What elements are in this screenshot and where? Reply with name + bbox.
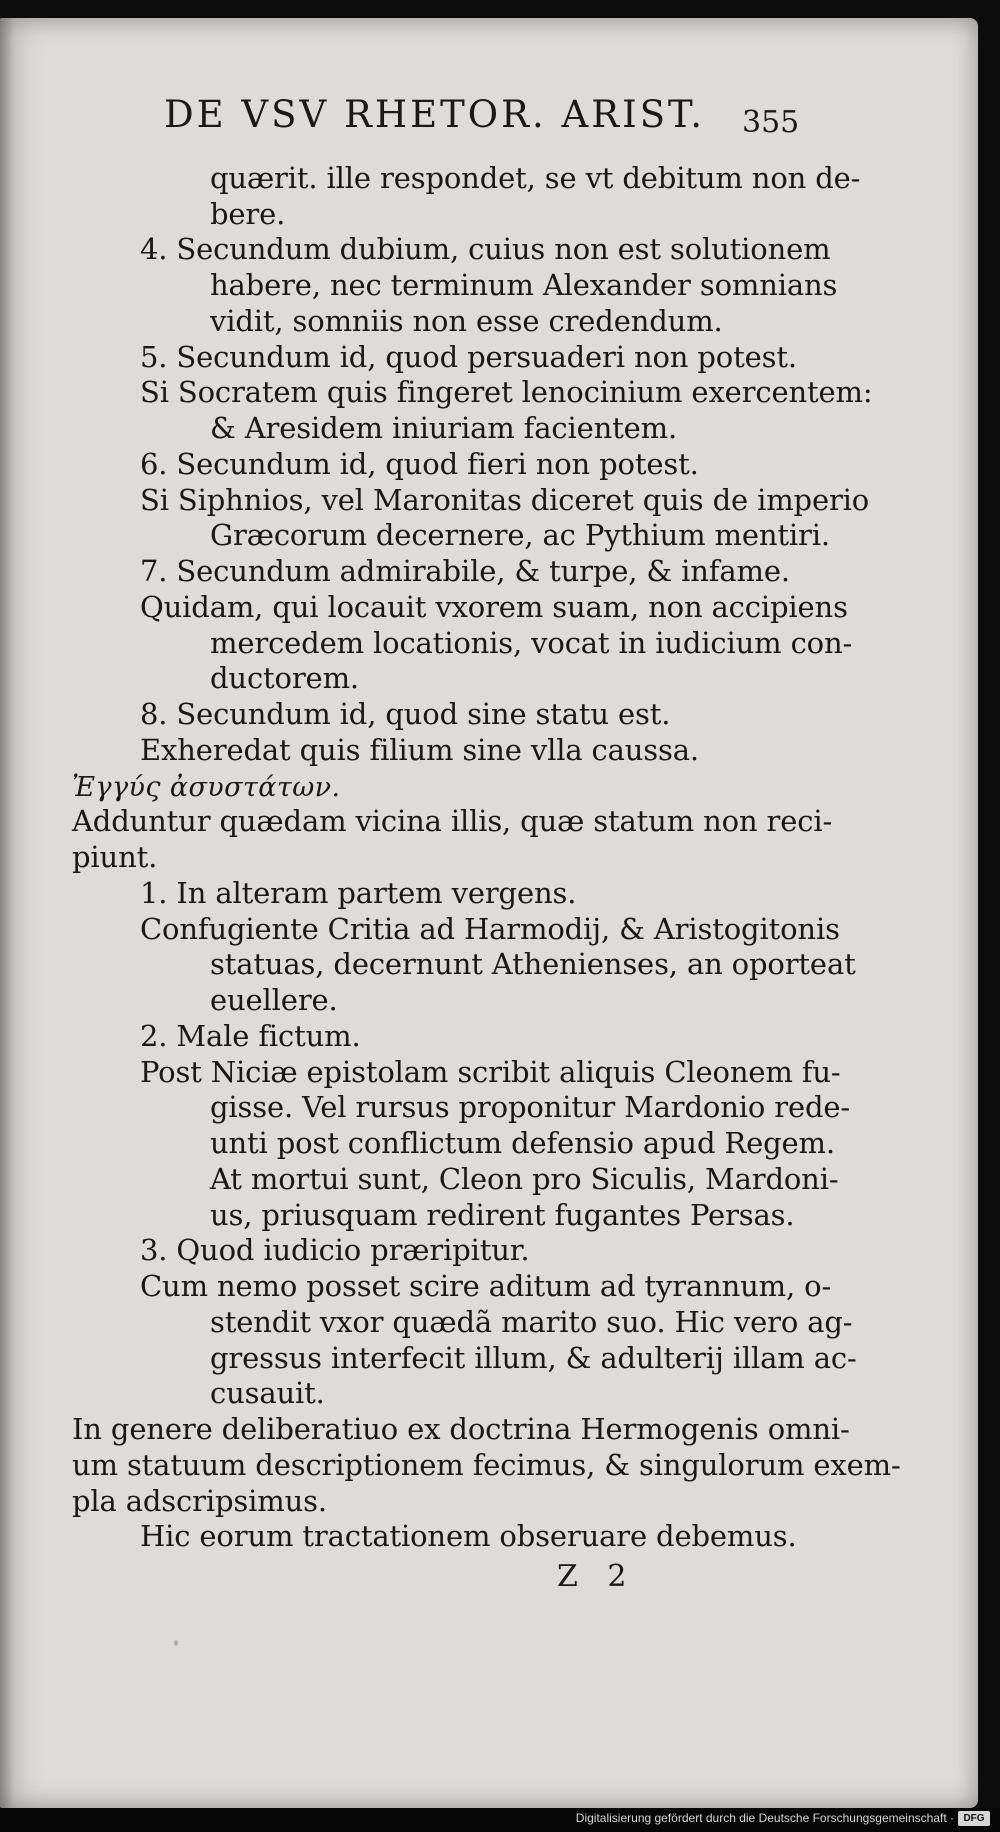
text-line: euellere. xyxy=(210,983,338,1017)
text-line: 5. Secundum id, quod persuaderi non potest. xyxy=(140,340,797,374)
text-line: 1. In alteram partem vergens. xyxy=(140,876,577,910)
text-line: & Aresidem iniuriam facientem. xyxy=(210,411,678,445)
footer-credit: Digitalisierung gefördert durch die Deutsche Forschungsgemeinschaft · xyxy=(575,1811,954,1825)
text-line: cusauit. xyxy=(210,1376,325,1410)
paper-stain xyxy=(174,1640,178,1646)
text-line: unti post conflictum defensio apud Regem. xyxy=(210,1126,835,1160)
text-line: Post Niciæ epistolam scribit aliquis Cleonem fu- xyxy=(140,1055,841,1089)
text-line: Cum nemo posset scire aditum ad tyrannum, o- xyxy=(140,1269,832,1303)
book-page xyxy=(0,18,978,1808)
text-line: 8. Secundum id, quod sine statu est. xyxy=(140,697,671,731)
text-line: At mortui sunt, Cleon pro Siculis, Mardoni- xyxy=(210,1162,839,1196)
text-line: pla adscripsimus. xyxy=(72,1484,327,1518)
text-line: mercedem locationis, vocat in iudicium con- xyxy=(210,626,853,660)
text-line: 3. Quod iudicio præripitur. xyxy=(140,1233,530,1267)
text-line: bere. xyxy=(210,197,286,231)
text-line: Exheredat quis filium sine vlla caussa. xyxy=(140,733,699,767)
text-line: us, priusquam redirent fugantes Persas. xyxy=(210,1198,795,1232)
text-line: Hic eorum tractationem obseruare debemus. xyxy=(140,1519,797,1553)
text-line: Quidam, qui locauit vxorem suam, non accipiens xyxy=(140,590,848,624)
greek-heading: Ἐγγύς ἀσυστάτων. xyxy=(72,772,341,803)
text-line: habere, nec terminum Alexander somnians xyxy=(210,268,838,302)
dfg-logo: DFG xyxy=(958,1811,990,1826)
text-line: vidit, somniis non esse credendum. xyxy=(210,304,723,338)
text-line: ductorem. xyxy=(210,661,359,695)
text-line: Si Siphnios, vel Maronitas diceret quis de imperio xyxy=(140,483,870,517)
text-line: Si Socratem quis fingeret lenocinium exercentem: xyxy=(140,375,873,409)
text-line: Adduntur quædam vicina illis, quæ statum non reci- xyxy=(72,804,833,838)
page-text-block xyxy=(0,18,978,1808)
text-line: 2. Male fictum. xyxy=(140,1019,361,1053)
text-line: 6. Secundum id, quod fieri non potest. xyxy=(140,447,699,481)
text-line: 7. Secundum admirabile, & turpe, & infame. xyxy=(140,554,790,588)
text-line: Græcorum decernere, ac Pythium mentiri. xyxy=(210,518,830,552)
text-line: stendit vxor quædã marito suo. Hic vero ag- xyxy=(210,1305,853,1339)
page-number: 355 xyxy=(742,105,800,140)
text-line: 4. Secundum dubium, cuius non est solutionem xyxy=(140,232,831,266)
text-line: piunt. xyxy=(72,840,158,874)
text-line: Confugiente Critia ad Harmodij, & Aristogitonis xyxy=(140,912,840,946)
text-line: quærit. ille respondet, se vt debitum non de- xyxy=(210,161,861,195)
text-line: um statuum descriptionem fecimus, & singulorum exem- xyxy=(72,1448,901,1482)
running-title: DE VSV RHETOR. ARIST. xyxy=(164,93,706,136)
text-line: gressus interfecit illum, & adulterij illam ac- xyxy=(210,1341,857,1375)
signature-mark: Z 2 xyxy=(557,1559,637,1594)
text-line: In genere deliberatiuo ex doctrina Hermogenis omni- xyxy=(72,1412,850,1446)
text-line: gisse. Vel rursus proponitur Mardonio rede- xyxy=(210,1090,851,1124)
text-line: statuas, decernunt Athenienses, an oporteat xyxy=(210,947,856,981)
